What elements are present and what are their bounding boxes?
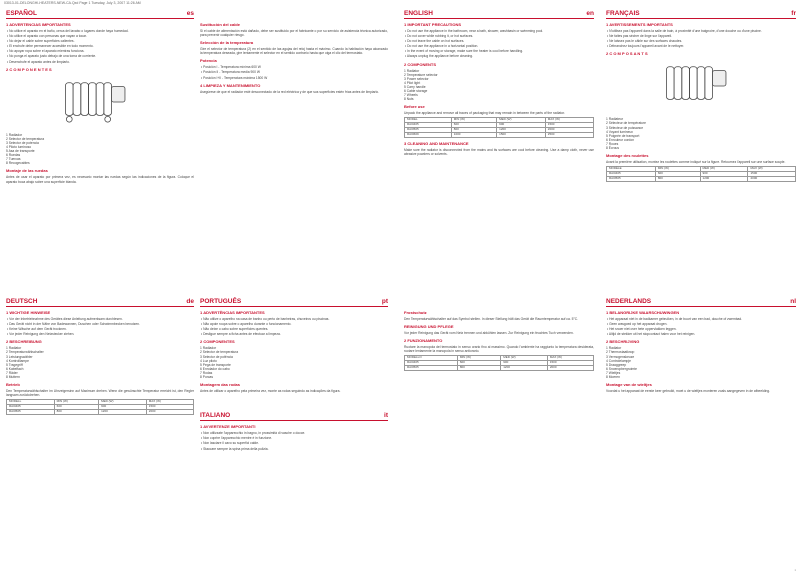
section-heading: 2 BESCHREIBUNG <box>6 339 42 345</box>
paragraph: Antes de utilizar o aparelho pela primeira vez, monte as rodas seguindo as indicações da figura. <box>200 389 341 394</box>
list-item: • Desenchufe el aparato antes de limpiarlo. <box>6 60 194 64</box>
language-code: en <box>586 9 594 17</box>
component-label: 8 Muttern <box>6 375 20 380</box>
heater-fins <box>666 67 726 100</box>
language-title: ESPAÑOL <box>6 9 37 17</box>
list-item: • No dejar el cable sobre superficies calientes. <box>6 39 194 43</box>
component-label: 3 Vermogenskeuze <box>606 354 635 359</box>
list-item: • Vor jeder Reinigung den Netzstecker ziehen. <box>6 332 194 336</box>
list-item: • Não apoie roupa sobre o aparelho durante o funcionamento. <box>200 322 388 326</box>
language-title: NEDERLANDS <box>606 297 652 305</box>
section-heading: Montage van de wieltjes <box>606 382 652 388</box>
paragraph: Unpack the appliance and remove all traces of packaging that may remain in between the parts of the radiator. <box>404 111 565 116</box>
component-label: 7 Rodas <box>200 370 213 375</box>
component-label: 6 Kabelfach <box>6 366 24 371</box>
table-row: RAI0405 600 900 1500 <box>405 123 594 128</box>
component-label: 7 Wheels <box>404 93 418 98</box>
component-label: 3 Leistungswähler <box>6 354 33 359</box>
component-label: 2 Temperaturwählschalter <box>6 350 44 355</box>
language-code: nl <box>790 297 796 305</box>
list-item: • Do not leave the cable on hot surfaces. <box>404 39 594 43</box>
component-label: 4 Controlelampje <box>606 358 631 363</box>
list-item: • Always unplug the appliance before cleaning. <box>404 54 594 58</box>
component-label: 3 Sélecteur de puissance <box>606 125 644 130</box>
section-heading: Montaje de las ruedas <box>6 168 48 174</box>
paragraph: Ruotare la manopola del termostato in senso orario fino al massimo. Quando l'ambiente ha raggiunto la temperatura desiderata, ruotare lentamente la manopola in senso antiorario. <box>404 345 594 354</box>
language-code: es <box>186 9 194 17</box>
list-item: • No utilice el aparato en el baño, cerca del lavabo o lugares donde haya humedad. <box>6 29 194 33</box>
language-header-it <box>200 410 388 421</box>
power-table <box>606 166 796 181</box>
section-heading: REINIGUNG UND PFLEGE <box>404 324 454 330</box>
component-label: 1 Radiator <box>6 346 22 351</box>
section-heading: 4 LIMPIEZA Y MANTENIMIENTO <box>200 82 261 88</box>
component-label: 2 Temperature selector <box>404 72 438 77</box>
language-code: it <box>384 411 388 419</box>
print-header: 03013-01-DELONGHI-HEATERS-NEW-CA.Qxd Page 1 Tuesday, July 3, 2007 11:26 AM <box>4 1 141 5</box>
column-fr <box>606 8 796 286</box>
table-row: RAI0505 800 1200 2000 <box>607 176 796 181</box>
power-table <box>6 399 194 414</box>
language-header-es <box>6 8 194 19</box>
section-heading: 2 FUNZIONAMENTO <box>404 338 443 344</box>
column-es <box>6 8 194 286</box>
power-table <box>404 117 594 137</box>
component-label: 4 Pilot light <box>404 80 421 85</box>
column-es-continued <box>200 8 388 286</box>
component-label: 4 Luz piloto <box>200 358 217 363</box>
component-label: 8 Recogecables <box>6 161 30 166</box>
list-item: • Het apparaat niet in de badkamer gebruiken, in de buurt van een bad, douche of zwembad. <box>606 317 796 321</box>
component-label: 8 Moeren <box>606 375 620 380</box>
component-label: 2 Thermostaatknop <box>606 350 635 355</box>
section-heading: 1 ADVERTÊNCIAS IMPORTANTES <box>200 310 265 315</box>
component-label: 5 Poignée de transport <box>606 133 640 138</box>
list-item: • Non coprire l'apparecchio mentre è in funzione. <box>200 436 388 440</box>
component-label: 6 Cable storage <box>404 89 428 94</box>
list-item: • Débranchez toujours l'appareil avant de le nettoyer. <box>606 44 796 48</box>
component-label: 7 Tuercas <box>6 157 21 162</box>
list-item: • Ne laissez pas le câble sur des surfaces chaudes. <box>606 39 796 43</box>
list-item: • Do not cover while rubbing it, or hot surfaces. <box>404 34 594 38</box>
list-item: • In the event of moving or storage, make sure the heater is cool before handling. <box>404 49 594 53</box>
table-row: RAI0505 800 1200 2000 <box>405 365 594 370</box>
paragraph: Avant la première utilisation, montez les roulettes comme indiqué sur la figure. Retournez l'appareil sur une surface souple. <box>606 160 786 165</box>
list-item: • N'utilisez pas l'appareil dans la salle de bain, à proximité d'une baignoire, d'une douche ou d'une piscine. <box>606 29 796 33</box>
language-header-spacer <box>404 296 594 307</box>
list-item: • Geen wasgoed op het apparaat drogen. <box>606 322 796 326</box>
paragraph: Voordat u het apparaat de eerste keer gebruikt, moet u de wieltjes monteren zoals aangegeven in de afbeelding. <box>606 389 771 394</box>
heater-illustration <box>6 77 194 125</box>
page-number: 1 <box>794 568 796 572</box>
component-label: 7 Roues <box>606 141 619 146</box>
section-heading: Frostschutz <box>404 310 427 315</box>
list-item: • No ponga el aparato justo debajo de una toma de corriente. <box>6 54 194 58</box>
table-header-row: MODELLO MIN (W) MED (W) MAX (W) <box>405 356 594 361</box>
column-nl <box>606 296 796 566</box>
component-label: 5 Tragegriff <box>6 362 23 367</box>
section-heading: 2 BESCHRIJVING <box>606 339 640 345</box>
component-label: 4 Kontrolllampe <box>6 358 29 363</box>
list-item: • Posición II - Temperatura media 900 W <box>200 70 388 74</box>
column-pt <box>200 296 388 566</box>
list-item: • Het snoer niet over hete oppervlakken leggen. <box>606 327 796 331</box>
list-item: • Ne faites pas sécher de linge sur l'appareil. <box>606 34 796 38</box>
paragraph: Gire el selector de temperatura (2) en el sentido de las agujas del reloj hasta el máximo. Cuando la habitación haya alcanzado la temperatura deseada, gire lentamente el selector en el sentido contrario hasta que oiga el clic del termostato. <box>200 47 388 56</box>
language-title: FRANÇAIS <box>606 9 640 17</box>
section-heading: 1 BELANGRIJKE WAARSCHUWINGEN <box>606 310 680 315</box>
heater-illustration <box>606 61 796 109</box>
list-item: • Altijd de stekker uit het stopcontact halen voor het reinigen. <box>606 332 796 336</box>
component-label: 4 Voyant lumineux <box>606 129 633 134</box>
section-heading: Sustitución del cable <box>200 22 241 27</box>
section-heading: 1 ADVERTENCIAS IMPORTANTES <box>6 22 71 27</box>
section-heading: 1 AVVERTENZE IMPORTANTI <box>200 424 256 430</box>
component-label: 1 Radiator <box>404 68 420 73</box>
section-heading: 1 WICHTIGE HINWEISE <box>6 310 51 315</box>
section-heading: Betrieb <box>6 382 20 388</box>
language-header-en <box>404 8 594 19</box>
section-heading: 2 COMPONENTES <box>200 339 235 345</box>
component-label: 2 Selector de temperatura <box>200 350 239 355</box>
paragraph: Den Temperaturwählschalter auf das Symbol stellen. In dieser Stellung hält das Gerät die Raumtemperatur auf ca. 5°C. <box>404 317 579 321</box>
section-heading: Montage des roulettes <box>606 153 649 159</box>
language-code: pt <box>381 297 388 305</box>
table-row: RAI0405 600 900 1500 <box>405 361 594 366</box>
section-heading: 2 C O M P O S A N T S <box>606 51 648 57</box>
component-label: 1 Radiador <box>6 132 23 137</box>
heater-fins <box>65 82 125 121</box>
list-item: • El enchufe debe permanecer accesible en todo momento. <box>6 44 194 48</box>
component-label: 7 Wieltjes <box>606 370 621 375</box>
component-label: 6 Enrolador do cabo <box>200 366 230 371</box>
list-item: • Staccare sempre la spina prima della pulizia. <box>200 447 388 451</box>
language-title: PORTUGUÊS <box>200 297 242 305</box>
section-heading: 1 AVERTISSEMENTS IMPORTANTS <box>606 22 673 27</box>
component-label: 6 Ruedas <box>6 153 21 158</box>
table-row: RAI0405 600 900 1500 <box>607 172 796 177</box>
component-label: 8 Écrous <box>606 146 620 151</box>
list-item: • Non utilizzate l'apparecchio in bagno, in prossimità di vasche o docce. <box>200 431 388 435</box>
component-label: 1 Radiator <box>606 346 622 351</box>
language-header-nl <box>606 296 796 307</box>
component-label: 4 Piloto luminoso <box>6 144 32 149</box>
language-code: fr <box>791 9 796 17</box>
column-it-continued <box>404 296 594 566</box>
table-row: RAI0609 1000 1500 2500 <box>405 132 594 137</box>
component-label: 3 Selector de potência <box>200 354 233 359</box>
component-label: 2 Selector de temperatura <box>6 136 45 141</box>
language-header-fr <box>606 8 796 19</box>
power-table <box>404 355 594 370</box>
component-label: 3 Power selector <box>404 76 429 81</box>
paragraph: Vor jeder Reinigung das Gerät vom Netz trennen und abkühlen lassen. Zur Reinigung ein feuchtes Tuch verwenden. <box>404 331 574 336</box>
list-item: • Não utilize o aparelho na casa de banho ou perto de banheiras, chuveiros ou piscinas. <box>200 317 388 321</box>
language-header-pt <box>200 296 388 307</box>
list-item: • Vor der Inbetriebnahme des Gerätes diese Anleitung aufmerksam durchlesen. <box>6 317 194 321</box>
paragraph: Asegúrese de que el radiador esté desconectado de la red eléctrica y de que sus superficies estén frías antes de limpiarlo. <box>200 89 380 94</box>
list-item: • No apoyar ropa sobre el aparato mientras funciona. <box>6 49 194 53</box>
language-title: DEUTSCH <box>6 297 38 305</box>
table-header-row: MODÈLE MIN (W) MED (W) MAX (W) <box>607 167 796 172</box>
list-item: • Posición I+II - Temperatura máxima 1500 W <box>200 76 388 80</box>
component-label: 2 Sélecteur de température <box>606 121 646 126</box>
section-heading: Potencia <box>200 58 217 64</box>
paragraph: Make sure the radiator is disconnected from the mains and its surfaces are cool before cleaning. Use a damp cloth, never use abrasive powders or solvents. <box>404 147 594 156</box>
section-heading: Before use <box>404 104 425 110</box>
column-de <box>6 296 194 566</box>
component-label: 5 Asa de transporte <box>6 149 35 154</box>
language-code: de <box>186 297 194 305</box>
column-en <box>404 8 594 286</box>
list-item: • Keine Wäsche auf dem Gerät trocknen. <box>6 327 194 331</box>
list-item: • Non lasciare il cavo su superfici calde. <box>200 441 388 445</box>
component-label: 1 Radiateur <box>606 117 624 122</box>
component-label: 6 Snoeropbergruimte <box>606 366 637 371</box>
table-header-row: MODEL MIN (W) MED (W) MAX (W) <box>405 118 594 123</box>
language-header-spacer <box>200 8 388 19</box>
paragraph: Antes de usar el aparato por primera vez, es necesario montar las ruedas según las indicaciones de la figura. Coloque el aparato boca abajo sobre una superficie blanda. <box>6 175 194 184</box>
list-item: • Do not use the appliance in a horizontal position. <box>404 44 594 48</box>
table-header-row: MODELL MIN (W) MED (W) MAX (W) <box>7 400 194 405</box>
table-row: RAI0505 800 1200 2000 <box>405 128 594 133</box>
section-heading: Montagem das rodas <box>200 382 241 388</box>
component-label: 3 Selector de potencia <box>6 140 39 145</box>
section-heading: 2 COMPONENTS <box>404 61 437 67</box>
section-heading: 1 IMPORTANT PRECAUTIONS <box>404 22 462 27</box>
component-label: 5 Draaggreep <box>606 362 627 367</box>
list-item: • No utilice el aparato con personas que vayan a tocar. <box>6 34 194 38</box>
section-heading: Selección de la temperatura <box>200 40 254 46</box>
language-title: ENGLISH <box>404 9 433 17</box>
list-item: • Não deixe o cabo sobre superfícies quentes. <box>200 327 388 331</box>
table-row: RAI0505 800 1200 2000 <box>7 409 194 414</box>
language-title: ITALIANO <box>200 411 231 419</box>
list-item: • Posición I - Temperatura mínima 600 W <box>200 65 388 69</box>
paragraph: Si el cable de alimentación está dañado, debe ser sustituido por el fabricante o por su servicio de asistencia técnica autorizado, para prevenir cualquier riesgo. <box>200 29 388 38</box>
list-item: • Das Gerät nicht in der Nähe von Badewannen, Duschen oder Schwimmbecken benutzen. <box>6 322 194 326</box>
component-label: 6 Enrouleur cordon <box>606 137 635 142</box>
component-label: 1 Radiador <box>200 346 217 351</box>
paragraph: Den Temperaturwählschalter im Uhrzeigersinn auf Maximum drehen. Wenn die gewünschte Temperatur erreicht ist, den Regler langsam zurückdrehen. <box>6 389 194 398</box>
table-row: RAI0405 600 900 1500 <box>7 405 194 410</box>
list-item: • Do not use the appliance in the bathroom, near a bath, shower, washbasin or swimming pool. <box>404 29 594 33</box>
language-header-de <box>6 296 194 307</box>
component-label: 8 Porcas <box>200 375 214 380</box>
list-item: • Desligue sempre a ficha antes de efectuar a limpeza. <box>200 332 388 336</box>
component-label: 8 Nuts <box>404 97 414 102</box>
section-heading: 2 C O M P O N E N T E S <box>6 66 52 72</box>
component-label: 5 Pega de transporte <box>200 362 231 367</box>
component-label: 5 Carry handle <box>404 84 426 89</box>
component-label: 7 Räder <box>6 370 18 375</box>
section-heading: 3 CLEANING AND MAINTENANCE <box>404 140 469 146</box>
